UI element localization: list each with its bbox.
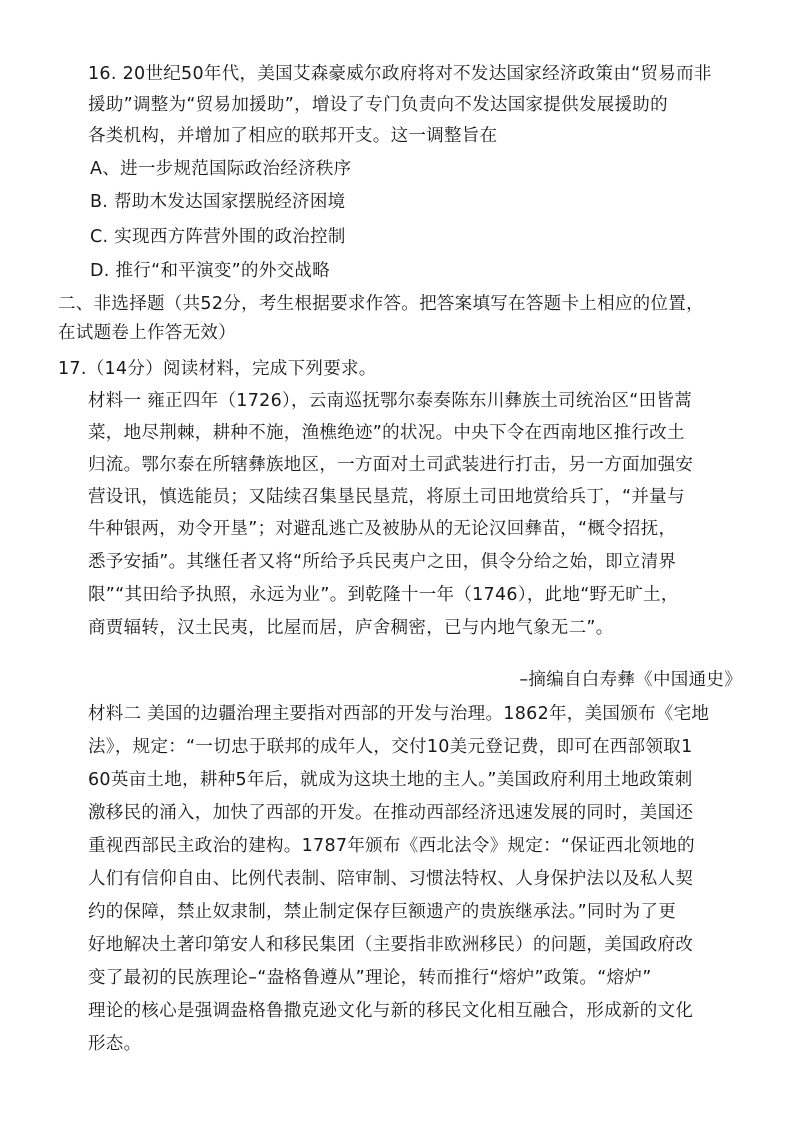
material2-line: 约的保障，禁止奴隶制，禁止制定保存巨额遗产的贵族继承法。”同时为了更 xyxy=(88,902,677,922)
q16-stem-line: 各类机构，并增加了相应的联邦开支。这一调整旨在 xyxy=(88,126,498,146)
q16-stem-line: 援助”调整为“贸易加援助”，增设了专门负责向不发达国家提供发展援助的 xyxy=(88,95,668,115)
material2-line: 激移民的涌入，加快了西部的开发。在推动西部经济迅速发展的同时，美国还 xyxy=(88,803,694,823)
material1-line: 材料一 雍正四年（1726），云南巡抚鄂尔泰奏陈东川彝族土司统治区“田皆蒿 xyxy=(88,391,693,411)
material2-line: 好地解决土著印第安人和移民集团（主要指非欧洲移民）的问题，美国政府改 xyxy=(88,935,694,955)
material2-line: 人们有信仰自由、比例代表制、陪审制、习惯法特权、人身保护法以及私人契 xyxy=(88,869,694,889)
section-heading: 二、非选择题（共52分，考生根据要求作答。把答案填写在答题卡上相应的位置， xyxy=(58,294,704,314)
q16-option-b: B. 帮助木发达国家摆脱经济困境 xyxy=(90,192,346,212)
material2-line: 60英亩土地，耕种5年后，就成为这块土地的主人。”美国政府利用土地政策刺 xyxy=(88,770,693,790)
q16-option-c: C. 实现西方阵营外围的政治控制 xyxy=(90,227,346,247)
q16-option-a: A、进一步规范国际政治经济秩序 xyxy=(90,159,352,179)
q16-stem-line: 16. 20世纪50年代，美国艾森豪威尔政府将对不发达国家经济政策由“贸易而非 xyxy=(88,64,712,84)
q16-option-d: D. 推行“和平演变”的外交战略 xyxy=(90,261,331,281)
material2-line: 变了最初的民族理论–“盎格鲁遵从”理论，转而推行“熔炉”政策。“熔炉” xyxy=(88,968,652,988)
q17-title: 17.（14分）阅读材料，完成下列要求。 xyxy=(58,359,377,379)
material2-line: 形态。 xyxy=(88,1034,142,1054)
material1-line: 限”“其田给予执照，永远为业”。到乾隆十一年（1746），此地“野无旷土， xyxy=(88,585,679,605)
material1-line: 悉予安插”。其继任者又将“所给予兵民夷户之田，俱令分给之始，即立清界 xyxy=(88,552,677,572)
material2-line: 重视西部民主政治的建构。1787年颁布《西北法令》规定：“保证西北领地的 xyxy=(88,836,695,856)
material1-line: 归流。鄂尔泰在所辖彝族地区，一方面对土司武装进行打击，另一方面加强安 xyxy=(88,455,694,475)
section-heading: 在试题卷上作答无效） xyxy=(58,323,236,343)
material1-source: –摘编自白寿彝《中国通史》 xyxy=(519,670,742,690)
material2-line: 法》，规定：“一切忠于联邦的成年人，交付10美元登记费，即可在西部领取1 xyxy=(88,737,693,757)
material2-line: 材料二 美国的边疆治理主要指对西部的开发与治理。1862年，美国颁布《宅地 xyxy=(88,704,710,724)
material1-line: 菜，地尽荆棘，耕种不施，渔樵绝迹”的状况。中央下令在西南地区推行改土 xyxy=(88,423,685,443)
material1-line: 营设讯，慎选能员；又陆续召集垦民垦荒，将原土司田地赏给兵丁，“并量与 xyxy=(88,487,685,507)
material1-line: 牛种银两，劝令开垦”；对避乱逃亡及被胁从的无论汉回彝苗，“概令招抚， xyxy=(88,519,677,539)
material2-line: 理论的核心是强调盎格鲁撒克逊文化与新的移民文化相互融合，形成新的文化 xyxy=(88,1001,694,1021)
material1-line: 商贾辐转，汉土民夷，比屋而居，庐舍稠密，已与内地气象无二”。 xyxy=(88,618,614,638)
